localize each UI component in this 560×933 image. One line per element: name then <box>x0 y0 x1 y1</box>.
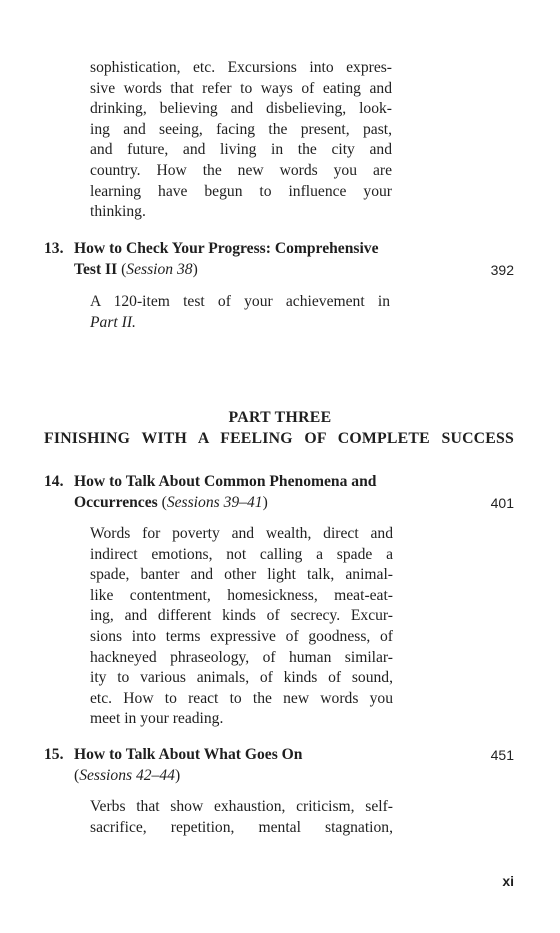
entry-number: 13. <box>44 240 64 257</box>
entry-title-line-2: Test II (Session 38) <box>74 260 198 278</box>
text-line: meet in your reading. <box>90 710 224 728</box>
text-line: sions into terms expressive of goodness, of <box>90 627 393 645</box>
entry-number: 14. <box>44 473 64 490</box>
entry-title-line-2: (Sessions 42–44) <box>74 766 181 784</box>
italic-text: Part II. <box>90 313 136 331</box>
part-label: PART THREE <box>228 409 332 426</box>
entry-15-description <box>90 797 393 838</box>
toc-entry-heading <box>44 472 514 513</box>
entry-page-number: 392 <box>490 262 514 278</box>
text-line: learning have begun to influence your <box>90 182 392 200</box>
toc-entry-heading <box>44 239 514 280</box>
entry-session: Sessions 39–41 <box>166 493 263 511</box>
entry-page-number: 451 <box>490 747 514 763</box>
entry-14-description <box>90 524 393 730</box>
text-line: ing and seeing, facing the present, past, <box>90 120 392 138</box>
part-title: FINISHING WITH A FEELING OF COMPLETE SUCCESS <box>44 430 514 447</box>
entry-title-line-1: How to Talk About What Goes On <box>74 746 303 763</box>
text-line: hackneyed phraseology, of human similar- <box>90 648 393 666</box>
text-line: sive words that refer to ways of eating and <box>90 79 392 97</box>
text-line: A 120-item test of your achievement in <box>90 293 390 310</box>
text-line: Words for poverty and wealth, direct and <box>90 525 393 542</box>
text-line: ing, and different kinds of secrecy. Excur- <box>90 607 393 625</box>
text-line: like contentment, homesickness, meat-eat- <box>90 586 393 604</box>
text-line <box>90 313 390 334</box>
toc-entry-heading <box>44 745 514 786</box>
toc-entry-13[interactable] <box>44 239 514 280</box>
text-line: and future, and living in the city and <box>90 141 392 159</box>
entry-page-number: 401 <box>490 495 514 511</box>
text-line: ity to various animals, of kinds of sound, <box>90 669 393 687</box>
entry-title-line-2: Occurrences (Sessions 39–41) <box>74 493 268 511</box>
carryover-description <box>90 58 392 223</box>
text-line: drinking, believing and disbelieving, look- <box>90 100 392 118</box>
entry-session: Sessions 42–44 <box>79 766 175 784</box>
toc-entry-15[interactable] <box>44 745 514 786</box>
text-line: indirect emotions, not calling a spade a <box>90 545 393 563</box>
text-line: country. How the new words you are <box>90 161 392 179</box>
text-line: spade, banter and other light talk, animal- <box>90 566 393 584</box>
entry-title-text: Occurrences <box>74 493 158 511</box>
entry-title-line-1: How to Check Your Progress: Comprehensive <box>74 240 379 257</box>
text-line: thinking. <box>90 203 146 221</box>
text-line: Verbs that show exhaustion, criticism, self- <box>90 798 393 815</box>
toc-entry-14[interactable] <box>44 472 514 513</box>
entry-title-text: Test II <box>74 260 118 278</box>
entry-13-description <box>90 292 390 333</box>
text-line: sacrifice, repetition, mental stagnation, <box>90 818 393 836</box>
text-line: sophistication, etc. Excursions into expres- <box>90 59 392 76</box>
entry-number: 15. <box>44 746 64 763</box>
entry-session: Session 38 <box>126 260 193 278</box>
page-folio: xi <box>502 873 514 889</box>
entry-title-line-1: How to Talk About Common Phenomena and <box>74 473 377 490</box>
text-line: etc. How to react to the new words you <box>90 689 393 707</box>
